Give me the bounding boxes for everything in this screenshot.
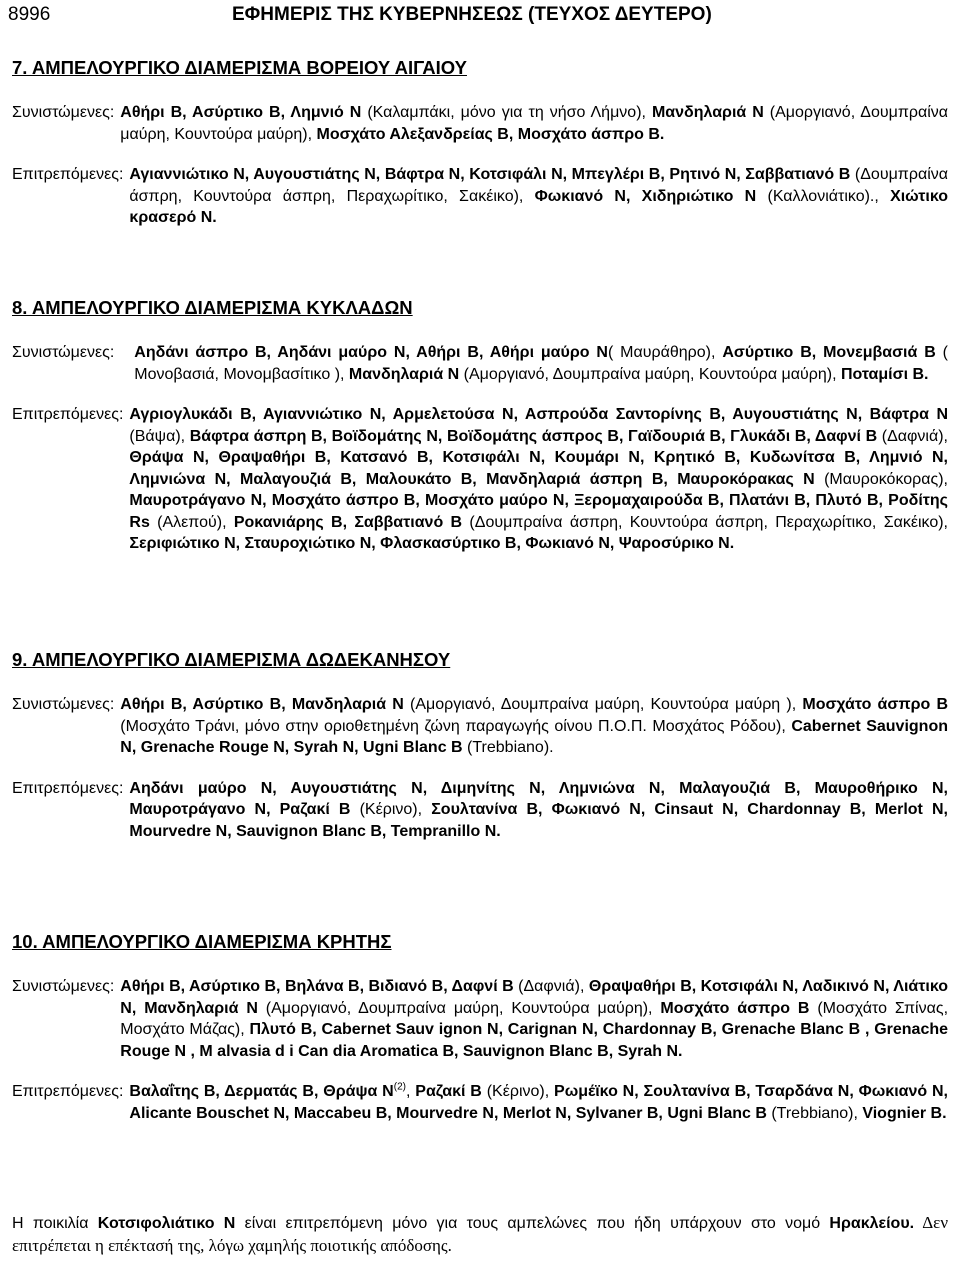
text-run: Η ποικιλία (12, 1215, 98, 1232)
text-run: (Αμοργιανό, Δουμπραίνα μαύρη, Κουντούρα μαύρη), (257, 999, 661, 1017)
text-run: (Δουμπραίνα άσπρη, Κουντούρα άσπρη, Περαχωρίτικο, Σακέικο), (129, 166, 948, 205)
section-title: 8. ΑΜΠΕΛΟΥΡΓΙΚΟ ΔΙΑΜΕΡΙΣΜΑ ΚΥΚΛΑΔΩΝ (12, 297, 413, 318)
text-run: Δεν επιτρέπεται η επέκτασή της, λόγω χαμηλής ποιοτικής απόδοσης. (12, 1213, 949, 1255)
text-run: , (405, 1083, 416, 1100)
variety-names: Κοτσιφολιάτικο Ν (97, 1215, 236, 1232)
recommended-label: Συνιστώμενες: (12, 978, 115, 995)
footnote-ref: (2) (393, 1081, 406, 1093)
variety-names: Φωκιανό Ν, Χιδηριώτικο Ν (534, 187, 757, 205)
variety-names: Μοσχάτο Αλεξανδρείας Β, Μοσχάτο άσπρο Β. (316, 125, 665, 143)
variety-names: Ρωμέϊκο Ν, Σουλτανίνα Β, Τσαρδάνα Ν, Φωκιανό Ν, Alicante Bouschet N, Maccabeu B, Mourvedre N, Merlot N, Sylvaner B, Ugni Blanc B (129, 1083, 949, 1122)
text-run: (Μοσχάτο Σπίνας, Μοσχάτο Μάζας), (120, 999, 949, 1038)
text-run: (Δαφνιά), (877, 427, 948, 445)
text-run: (Trebbiano). (462, 739, 554, 756)
page-number: 8996 (8, 4, 51, 25)
permitted-label: Επιτρεπόμενες: (12, 166, 124, 183)
variety-names: Σεριφιώτικο Ν, Σταυροχιώτικο Ν, Φλασκασύρτικο Β, Φωκιανό Ν, Ψαροσύρικο Ν. (129, 535, 735, 552)
variety-names: Θράψα Ν, Θραψαθήρι Β, Κατσανό Β, Κοτσιφάλι Ν, Κουμάρι Ν, Κρητικό Β, Κυδωνίτσα Β, Λημνιό Ν, Λημνιώνα Ν, Μαλαγουζιά Β, Μαλουκάτο Β, Μανδηλαριά άσπρη Β, Μαυροκόρακας Ν (129, 449, 948, 488)
permitted-varieties (12, 1081, 948, 1124)
text-run: (Καλαμπάκι, μόνο για τη νήσο Λήμνο), (361, 104, 652, 121)
permitted-varieties (12, 164, 948, 229)
variety-names: Cabernet Sauvignon N, Grenache Rouge N, Syrah N, Ugni Blanc B (120, 717, 948, 756)
variety-names: Αθήρι Β, Ασύρτικο Β, Μανδηλαριά Ν (120, 696, 404, 713)
section-title: 7. ΑΜΠΕΛΟΥΡΓΙΚΟ ΔΙΑΜΕΡΙΣΜΑ ΒΟΡΕΙΟΥ ΑΙΓΑΙΟΥ (12, 57, 467, 78)
recommended-text (120, 694, 948, 759)
text-run: (Αμοργιανό, Δουμπραίνα μαύρη, Κουντούρα μαύρη ), (403, 696, 803, 713)
text-run: είναι επιτρεπόμενη μόνο για τους αμπελώνες που ήδη υπάρχουν στο νομό (235, 1215, 830, 1232)
permitted-text (129, 164, 948, 229)
text-run: (Δαφνιά), (513, 978, 589, 995)
variety-names: Αηδάνι άσπρο Β, Αηδάνι μαύρο Ν, Αθήρι Β, Αθήρι μαύρο Ν (134, 344, 608, 361)
variety-names: Μοσχάτο άσπρο Β (802, 696, 948, 713)
text-run: (Μαυροκόκορας), (814, 470, 948, 488)
text-run: (Αμοργιανό, Δουμπραίνα μαύρη, Κουντούρα μαύρη), (120, 104, 949, 143)
text-run: (Δουμπραίνα άσπρη, Κουντούρα άσπρη, Περαχωρίτικο, Σακέικο), (462, 513, 948, 531)
text-run: (Μοσχάτο Τράνι, μόνο στην οριοθετημένη ζώνη παραγωγής οίνου Π.Ο.Π. Μοσχάτος Ρόδου), (120, 717, 792, 735)
recommended-label: Συνιστώμενες: (12, 344, 115, 361)
section-title: 10. ΑΜΠΕΛΟΥΡΓΙΚΟ ΔΙΑΜΕΡΙΣΜΑ ΚΡΗΤΗΣ (12, 931, 392, 952)
text-run: (Κέρινο), (350, 801, 432, 818)
recommended-varieties (12, 102, 948, 145)
variety-names: Ασύρτικο Β, Μονεμβασιά Β (722, 344, 936, 361)
text-run: (Αμοργιανό, Δουμπραίνα μαύρη, Κουντούρα μαύρη), (459, 365, 841, 383)
permitted-text (129, 1081, 948, 1124)
text-run: (Trebbiano), (766, 1104, 863, 1122)
variety-names: Αθήρι Β, Ασύρτικο Β, Λημνιό Ν (120, 104, 362, 121)
variety-names: Αγιαννιώτικο Ν, Αυγουστιάτης Ν, Βάφτρα Ν, Κοτσιφάλι Ν, Μπεγλέρι Β, Ρητινό Ν, Σαββατιανό Β (129, 166, 851, 183)
permitted-label: Επιτρεπόμενες: (12, 1083, 124, 1100)
permitted-text (129, 778, 948, 843)
section-dodecanese (12, 648, 948, 861)
text-run: ( Μονοβασιά, Μονομβασίτικο ), (134, 344, 948, 383)
permitted-label: Επιτρεπόμενες: (12, 779, 124, 797)
variety-names: Ποταμίσι Β. (840, 365, 929, 383)
variety-names: Μανδηλαριά Ν (651, 104, 764, 121)
variety-names: Μανδηλαριά Ν (348, 365, 460, 383)
text-run: ( Μαυράθηρο), (607, 344, 723, 361)
recommended-varieties (12, 342, 948, 385)
page-header (8, 2, 952, 28)
recommended-text (120, 102, 948, 145)
variety-names: Βαλαΐτης Β, Δερματάς Β, Θράψα Ν (129, 1083, 394, 1100)
variety-names: Αηδάνι μαύρο Ν, Αυγουστιάτης Ν, Διμηνίτης Ν, Λημνιώνα Ν, Μαλαγουζιά Β, Μαυροθήρικο Ν, Μαυροτράγανο Ν, Ραζακί Β (129, 779, 948, 818)
variety-names: Αθήρι Β, Ασύρτικο Β, Βηλάνα Β, Βιδιανό Β, Δαφνί Β (120, 978, 514, 995)
section-north-aegean (12, 56, 948, 248)
recommended-text (120, 976, 948, 1062)
text-run: (Καλλονιάτικο)., (756, 187, 891, 205)
variety-names: Ροκανιάρης Β, Σαββατιανό Β (233, 513, 463, 531)
variety-names: Θραψαθήρι Β, Κοτσιφάλι Ν, Λαδικινό Ν, Λιάτικο Ν, Μανδηλαριά Ν (120, 978, 949, 1017)
permitted-varieties (12, 404, 948, 555)
section-cyclades (12, 296, 948, 574)
variety-names: Ραζακί Β (415, 1083, 482, 1100)
permitted-varieties (12, 778, 948, 843)
section-title: 9. ΑΜΠΕΛΟΥΡΓΙΚΟ ΔΙΑΜΕΡΙΣΜΑ ΔΩΔΕΚΑΝΗΣΟΥ (12, 649, 451, 670)
footnote (12, 1212, 948, 1257)
variety-names: Μοσχάτο άσπρο Β (660, 999, 810, 1017)
recommended-varieties (12, 976, 948, 1062)
text-run: (Βάψα), (129, 427, 190, 445)
variety-names: Σουλτανίνα Β, Φωκιανό Ν, Cinsaut N, Chardonnay B, Merlot N, Mourvedre N, Sauvignon Blanc B, Tempranillo N. (129, 801, 948, 840)
recommended-varieties (12, 694, 948, 759)
variety-names: Αγριογλυκάδι Β, Αγιαννιώτικο Ν, Αρμελετούσα Ν, Ασπρούδα Σαντορίνης Β, Αυγουστιάτης Ν, Βάφτρα Ν (129, 406, 948, 423)
permitted-text (129, 404, 948, 555)
text-run: (Κέρινο), (481, 1083, 555, 1100)
permitted-label: Επιτρεπόμενες: (12, 406, 124, 423)
gazette-title: ΕΦΗΜΕΡΙΣ ΤΗΣ ΚΥΒΕΡΝΗΣΕΩΣ (ΤΕΥΧΟΣ ΔΕΥΤΕΡΟ) (232, 4, 712, 25)
recommended-label: Συνιστώμενες: (12, 696, 115, 713)
variety-names: Μαυροτράγανο Ν, Μοσχάτο άσπρο Β, Μοσχάτο μαύρο Ν, Ξερομαχαιρούδα Β, Πλατάνι Β, Πλυτό Β, Ροδίτης Rs (129, 492, 948, 531)
text-run: (Αλεπού), (149, 513, 234, 531)
section-crete (12, 930, 948, 1143)
variety-names: Πλυτό Β, Cabernet Sauv ignon N, Carignan N, Chardonnay B, Grenache Blanc B , Grenache Rouge N , M alvasia d i Can dia Aromatica B, Sauvignon Blanc B, Syrah N. (120, 1021, 949, 1060)
variety-names: Βάφτρα άσπρη Β, Βοϊδομάτης Ν, Βοϊδομάτης άσπρος Β, Γαϊδουριά Β, Γλυκάδι Β, Δαφνί Β (189, 427, 878, 445)
recommended-label: Συνιστώμενες: (12, 104, 115, 121)
variety-names: Ηρακλείου. (829, 1215, 915, 1232)
variety-names: Viognier B. (862, 1104, 947, 1122)
recommended-text (134, 342, 948, 385)
variety-names: Χιώτικο κρασερό Ν. (129, 187, 948, 226)
